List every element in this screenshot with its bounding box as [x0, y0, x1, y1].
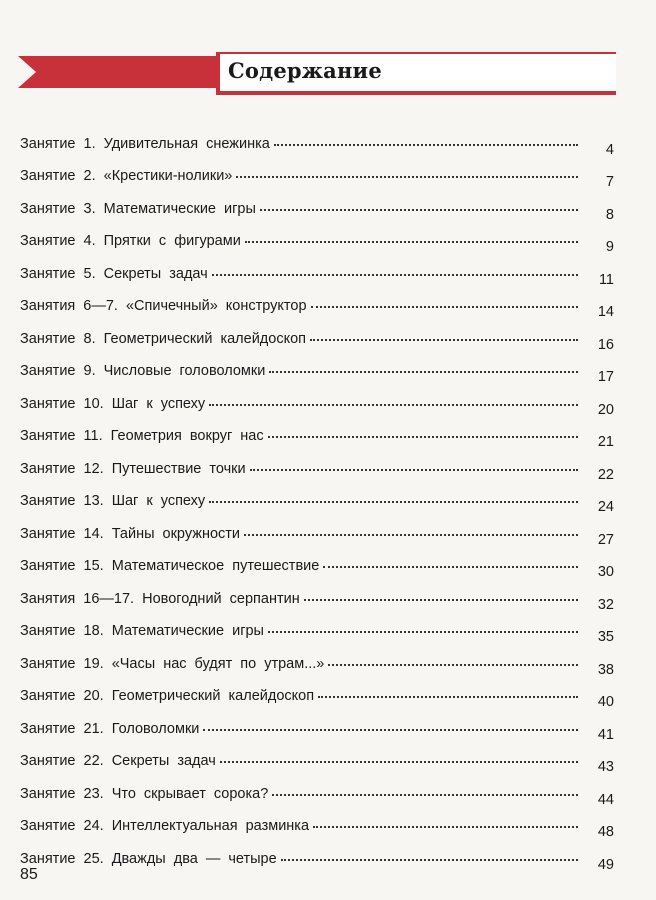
dot-leader [268, 436, 578, 438]
toc-entry-page: 32 [597, 596, 614, 613]
toc-entry [20, 509, 614, 548]
toc-entry-page: 35 [597, 629, 614, 645]
toc-entry-page: 17 [597, 369, 614, 385]
toc-entry-title: Занятие 23. Что скрывает сорока? [20, 785, 269, 802]
toc-entry [20, 834, 614, 873]
dot-leader [209, 404, 578, 406]
ribbon-tail [18, 56, 216, 88]
toc-entry-page: 8 [605, 206, 614, 223]
dot-leader [274, 144, 578, 146]
dot-leader [250, 469, 578, 471]
toc-entry-title: Занятие 10. Шаг к успеху [20, 395, 206, 412]
dot-leader [313, 826, 578, 828]
toc-entry-title: Занятие 5. Секреты задач [20, 265, 208, 282]
toc-entry-title: Занятие 2. «Крестики-нолики» [20, 168, 233, 184]
dot-leader [220, 761, 578, 763]
toc-entry-page: 40 [597, 694, 614, 710]
dot-leader [212, 274, 578, 276]
toc-entry [20, 217, 614, 255]
toc-entry-title: Занятия 6—7. «Спичечный» конструктор [20, 298, 307, 314]
toc-entry [20, 704, 614, 743]
dot-leader [310, 339, 578, 341]
toc-entry-title: Занятия 16—17. Новогодний серпантин [20, 590, 300, 607]
toc-entry-page: 41 [597, 726, 614, 743]
toc-entry [20, 444, 614, 483]
toc-entry [20, 672, 614, 710]
toc-entry-page: 20 [597, 401, 614, 418]
toc-entry [20, 184, 614, 223]
toc-entry-page: 11 [598, 271, 614, 288]
toc-entry [20, 314, 614, 353]
toc-entry-page: 27 [597, 531, 614, 548]
toc-entry-title: Занятие 11. Геометрия вокруг нас [20, 428, 264, 444]
toc-entry [20, 249, 614, 288]
toc-entry-title: Занятие 4. Прятки с фигурами [20, 233, 241, 249]
toc-entry [20, 607, 614, 645]
toc-entry-title: Занятие 1. Удивительная снежинка [20, 135, 270, 152]
toc-entry-page: 48 [597, 824, 614, 840]
page-title: Содержание [228, 58, 382, 83]
dot-leader [269, 371, 578, 373]
toc-entry-title: Занятие 8. Геометрический калейдоскоп [20, 330, 306, 347]
toc-entry [20, 639, 614, 678]
dot-leader [268, 631, 578, 633]
dot-leader [245, 241, 578, 243]
toc-entry-page: 24 [597, 499, 614, 515]
toc-entry-page: 9 [605, 239, 614, 255]
dot-leader [244, 534, 578, 536]
dot-leader [328, 664, 578, 666]
toc-entry [20, 574, 614, 613]
toc-entry [20, 412, 614, 450]
toc-entry-page: 16 [597, 336, 614, 353]
dot-leader [318, 696, 578, 698]
toc-entry-page: 4 [605, 141, 614, 158]
dot-leader [272, 794, 578, 796]
toc-entry-page: 43 [597, 759, 614, 775]
toc-entry [20, 769, 614, 808]
toc-entry-title: Занятие 18. Математические игры [20, 623, 264, 639]
dot-leader [323, 566, 578, 568]
toc-entry [20, 379, 614, 418]
toc-entry-title: Занятие 12. Путешествие точки [20, 460, 246, 477]
toc-entry-page: 14 [597, 304, 614, 320]
toc-entry-title: Занятие 9. Числовые головоломки [20, 363, 266, 379]
toc-entry-title: Занятие 19. «Часы нас будят по утрам...» [20, 655, 325, 672]
dot-leader [260, 209, 578, 211]
page-number: 85 [20, 866, 38, 883]
toc-entry-title: Занятие 14. Тайны окружности [20, 525, 241, 542]
toc-entry-title: Занятие 21. Головоломки [20, 720, 200, 737]
toc-entry-page: 49 [597, 856, 614, 873]
toc-entry [20, 477, 614, 515]
toc-entry-title: Занятие 25. Дважды два — четыре [20, 850, 277, 867]
toc-entry [20, 282, 614, 320]
toc-entry [20, 542, 614, 580]
toc-entry-page: 30 [597, 564, 614, 580]
dot-leader [311, 306, 578, 308]
toc-entry [20, 802, 614, 840]
toc-entry-title: Занятие 22. Секреты задач [20, 753, 216, 769]
toc-entry-page: 38 [597, 661, 614, 678]
toc-entry-title: Занятие 15. Математическое путешествие [20, 558, 320, 574]
toc-entry-page: 44 [597, 791, 614, 808]
toc-entry-title: Занятие 13. Шаг к успеху [20, 493, 206, 509]
toc-entry [20, 347, 614, 385]
toc-entry [20, 737, 614, 775]
dot-leader [304, 599, 578, 601]
toc-entry [20, 119, 614, 158]
table-of-contents [20, 119, 614, 873]
toc-entry [20, 152, 614, 190]
toc-entry-page: 21 [597, 434, 614, 450]
dot-leader [281, 859, 578, 861]
toc-entry-page: 7 [605, 174, 614, 190]
toc-entry-title: Занятие 24. Интеллектуальная разминка [20, 818, 310, 834]
dot-leader [203, 729, 578, 731]
toc-entry-title: Занятие 3. Математические игры [20, 200, 256, 217]
toc-entry-page: 22 [597, 466, 614, 483]
dot-leader [236, 176, 578, 178]
toc-entry-title: Занятие 20. Геометрический калейдоскоп [20, 688, 315, 704]
dot-leader [209, 501, 578, 503]
